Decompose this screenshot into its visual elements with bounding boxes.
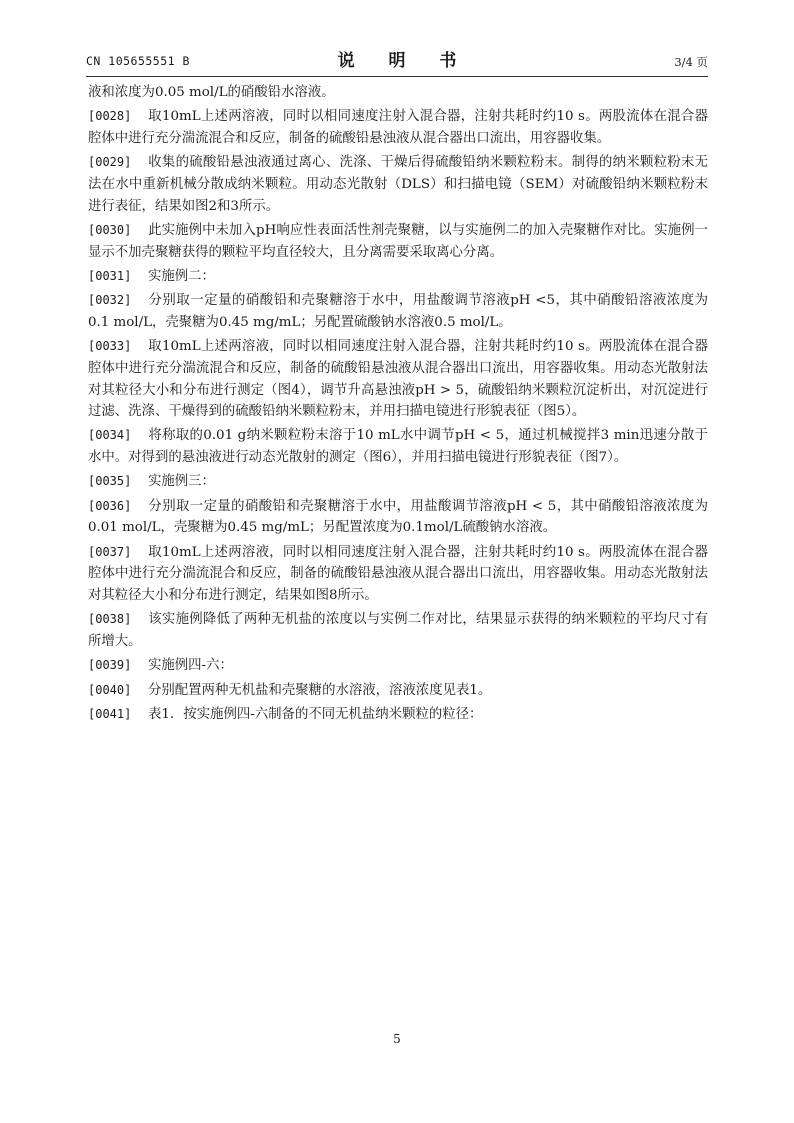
paragraph	[88, 220, 708, 263]
paragraph-number: [0035]	[88, 474, 132, 489]
paragraph-text: 取10mL上述两溶液，同时以相同速度注射入混合器，注射共耗时约10 s。两股流体在混合器腔体中进行充分湍流混合和反应，制备的硫酸铅悬浊液从混合器出口流出，用容器收集。	[88, 109, 708, 146]
paragraph-text: 该实施例降低了两种无机盐的浓度以与实例二作对比，结果显示获得的纳米颗粒的平均尺寸有所增大。	[88, 612, 708, 650]
paragraph	[88, 152, 708, 217]
paragraph-text: 表1．按实施例四-六制备的不同无机盐纳米颗粒的粒径：	[148, 707, 483, 723]
paragraph-text: 将称取的0.01 g纳米颗粒粉末溶于10 mL水中调节pH < 5，通过机械搅拌3 min迅速分散于水中。对得到的悬浊液进行动态光散射的测定（图6），并用扫描电镜进行形貌表征（图7）。	[88, 428, 708, 466]
paragraph-text: 此实施例中未加入pH响应性表面活性剂壳聚糖，以与实施例二的加入壳聚糖作对比。实施例一显示不加壳聚糖获得的颗粒平均直径较大，且分离需要采取离心分离。	[88, 222, 708, 260]
paragraph-number: [0030]	[88, 222, 132, 237]
paragraph-number: [0028]	[88, 109, 132, 124]
header-divider	[86, 76, 708, 77]
document-body	[88, 82, 708, 726]
paragraph	[88, 609, 708, 652]
paragraph-number: [0031]	[88, 268, 132, 283]
paragraph-text: 取10mL上述两溶液，同时以相同速度注射入混合器，注射共耗时约10 s。两股流体在混合器腔体中进行充分湍流混合和反应，制备的硫酸铅悬浊液从混合器出口流出，用容器收集。用动态光散射法对其粒径大小和分布进行测定（图4），调节升高悬浊液pH > 5，硫酸铅纳米颗粒沉淀析出，对沉淀进行过滤、洗涤、干燥得到的硫酸铅纳米颗粒粉末，并用扫描电镜进行形貌表征（图5）。	[88, 339, 708, 420]
paragraph-number: [0036]	[88, 498, 132, 513]
paragraph	[88, 106, 708, 149]
paragraph-text: 实施例二：	[148, 268, 215, 284]
paragraph	[88, 425, 708, 468]
paragraph-number: [0037]	[88, 544, 132, 559]
paragraph-continuation	[88, 82, 708, 104]
paragraph-text: 实施例四-六：	[148, 658, 233, 674]
paragraph-number: [0038]	[88, 612, 132, 627]
paragraph-text: 分别配置两种无机盐和壳聚糖的水溶液，溶液浓度见表1。	[148, 682, 492, 698]
paragraph	[88, 496, 708, 539]
paragraph-number: [0040]	[88, 682, 132, 697]
paragraph	[88, 542, 708, 607]
paragraph-number: [0034]	[88, 428, 132, 443]
paragraph-text: 分别取一定量的硝酸铅和壳聚糖溶于水中，用盐酸调节溶液pH <5，其中硝酸铅溶液浓度为0.1 mol/L，壳聚糖为0.45 mg/mL；另配置硫酸钠水溶液0.5 mol/L。	[88, 293, 708, 330]
paragraph-text: 取10mL上述两溶液，同时以相同速度注射入混合器，注射共耗时约10 s。两股流体在混合器腔体中进行充分湍流混合和反应，制备的硫酸铅悬浊液从混合器出口流出，用容器收集。用动态光散射法对其粒径大小和分布进行测定，结果如图8所示。	[88, 544, 708, 604]
paragraph-text: 液和浓度为0.05 mol/L的硝酸铅水溶液。	[88, 85, 335, 100]
paragraph	[88, 704, 708, 726]
paragraph	[88, 290, 708, 333]
page-indicator: 3/4 页	[674, 55, 708, 69]
page-header	[86, 46, 708, 76]
paragraph	[88, 336, 708, 422]
paragraph-text: 收集的硫酸铅悬浊液通过离心、洗涤、干燥后得硫酸铅纳米颗粒粉末。制得的纳米颗粒粉末无法在水中重新机械分散成纳米颗粒。用动态光散射（DLS）和扫描电镜（SEM）对硫酸铅纳米颗粒粉末进行表征，结果如图2和3所示。	[88, 155, 708, 214]
document-title: 说 明 书	[337, 51, 471, 71]
paragraph	[88, 266, 708, 288]
patent-number: CN 105655551 B	[86, 54, 190, 68]
paragraph-number: [0041]	[88, 707, 132, 722]
paragraph	[88, 471, 708, 493]
paragraph-number: [0029]	[88, 155, 132, 170]
paragraph-number: [0032]	[88, 293, 132, 308]
page-number: 5	[393, 1032, 401, 1046]
paragraph-number: [0033]	[88, 339, 132, 354]
paragraph	[88, 655, 708, 677]
paragraph-text: 实施例三：	[148, 474, 215, 490]
paragraph-text: 分别取一定量的硝酸铅和壳聚糖溶于水中，用盐酸调节溶液pH < 5，其中硝酸铅溶液浓度为0.01 mol/L，壳聚糖为0.45 mg/mL；另配置浓度为0.1mol/L硫酸钠水溶液。	[88, 498, 708, 536]
paragraph	[88, 680, 708, 702]
paragraph-number: [0039]	[88, 658, 132, 673]
